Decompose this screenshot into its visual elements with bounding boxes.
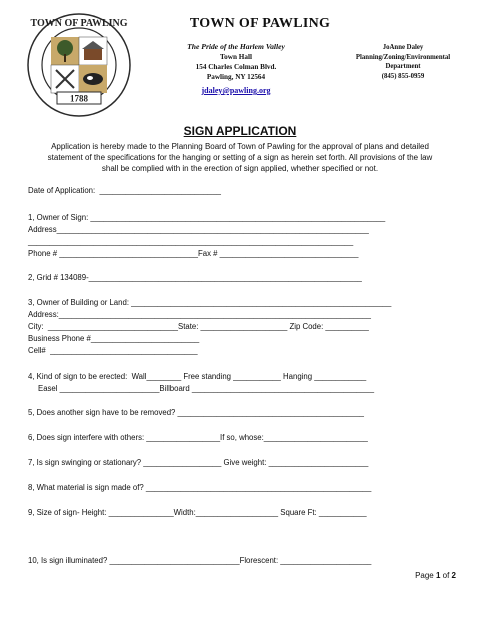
contact-phone: (845) 855-0959 (381, 72, 425, 80)
business-phone-field[interactable]: Business Phone #_________________________ (28, 334, 200, 343)
address-line-2: 154 Charles Colman Blvd. (195, 63, 277, 71)
intro-line-1: Application is hereby made to the Planning Board of Town of Pawling for the approval of plans and detailed (51, 142, 429, 151)
sign-size-field[interactable]: 9, Size of sign- Height: _______________Width:___________________ Square Ft: ___________ (28, 508, 367, 517)
swinging-stationary-field[interactable]: 7, Is sign swinging or stationary? __________________ Give weight: _______________________ (28, 458, 369, 467)
owner-of-sign-field[interactable]: 1, Owner of Sign: ____________________________________________________________________ (28, 213, 386, 222)
sign-material-field[interactable]: 8, What material is sign made of? ____________________________________________________ (28, 483, 372, 492)
town-hall-address (160, 42, 312, 82)
address-line-1: Town Hall (220, 53, 252, 61)
city-state-zip-field[interactable]: City: ______________________________State: ____________________ Zip Code: __________ (28, 322, 369, 331)
town-motto: The Pride of the Harlem Valley (187, 42, 285, 51)
building-address-field[interactable]: Address:________________________________________________________________________ (28, 310, 371, 319)
form-title: SIGN APPLICATION (183, 124, 297, 138)
contact-name: JoAnne Daley (382, 44, 424, 51)
address-line-3: Pawling, NY 12564 (206, 73, 266, 81)
owner-address-line-2-field[interactable]: ___________________________________________________________________________ (28, 237, 354, 246)
cell-field[interactable]: Cell# __________________________________ (28, 346, 198, 355)
intro-line-3: shall be complied with in the erection of sign applied, whether specified or not. (101, 164, 379, 173)
kind-of-sign-field[interactable]: 4, Kind of sign to be erected: Wall________ Free standing ___________ Hanging ____________ (28, 372, 367, 381)
svg-text:TOWN OF PAWLING: TOWN OF PAWLING (30, 18, 128, 29)
sign-interfere-field[interactable]: 6, Does sign interfere with others: _________________If so, whose:________________________ (28, 433, 368, 442)
page-number: Page 1 of 2 (415, 571, 456, 580)
town-title: TOWN OF PAWLING (189, 16, 331, 31)
contact-email-link[interactable]: jdaley@pawling.org (201, 86, 271, 95)
intro-paragraph (22, 141, 458, 174)
grid-number-field[interactable]: 2, Grid # 134089-_______________________________________________________________ (28, 273, 362, 282)
sign-illuminated-field[interactable]: 10, Is sign illuminated? ______________________________Florescent: _____________________ (28, 556, 372, 565)
another-sign-removed-field[interactable]: 5, Does another sign have to be removed? ___________________________________________ (28, 408, 364, 417)
intro-line-2: statement of the specifications for the hanging or setting of a sign as herein set forth. All provisions of the law (47, 153, 433, 162)
phone-fax-field[interactable]: Phone # ________________________________Fax # ________________________________ (28, 249, 359, 258)
department-contact (340, 43, 466, 81)
town-seal-logo (26, 12, 132, 118)
contact-dept-1: Planning/Zoning/Environmental (355, 53, 451, 61)
easel-billboard-field[interactable]: Easel _______________________Billboard __________________________________________ (38, 384, 375, 393)
date-of-application-field[interactable]: Date of Application: ____________________________ (28, 186, 221, 195)
seal-year: 1788 (70, 93, 88, 104)
contact-dept-2: Department (385, 63, 421, 70)
owner-address-field[interactable]: Address________________________________________________________________________ (28, 225, 369, 234)
owner-of-building-field[interactable]: 3, Owner of Building or Land: ____________________________________________________________ (28, 298, 392, 307)
